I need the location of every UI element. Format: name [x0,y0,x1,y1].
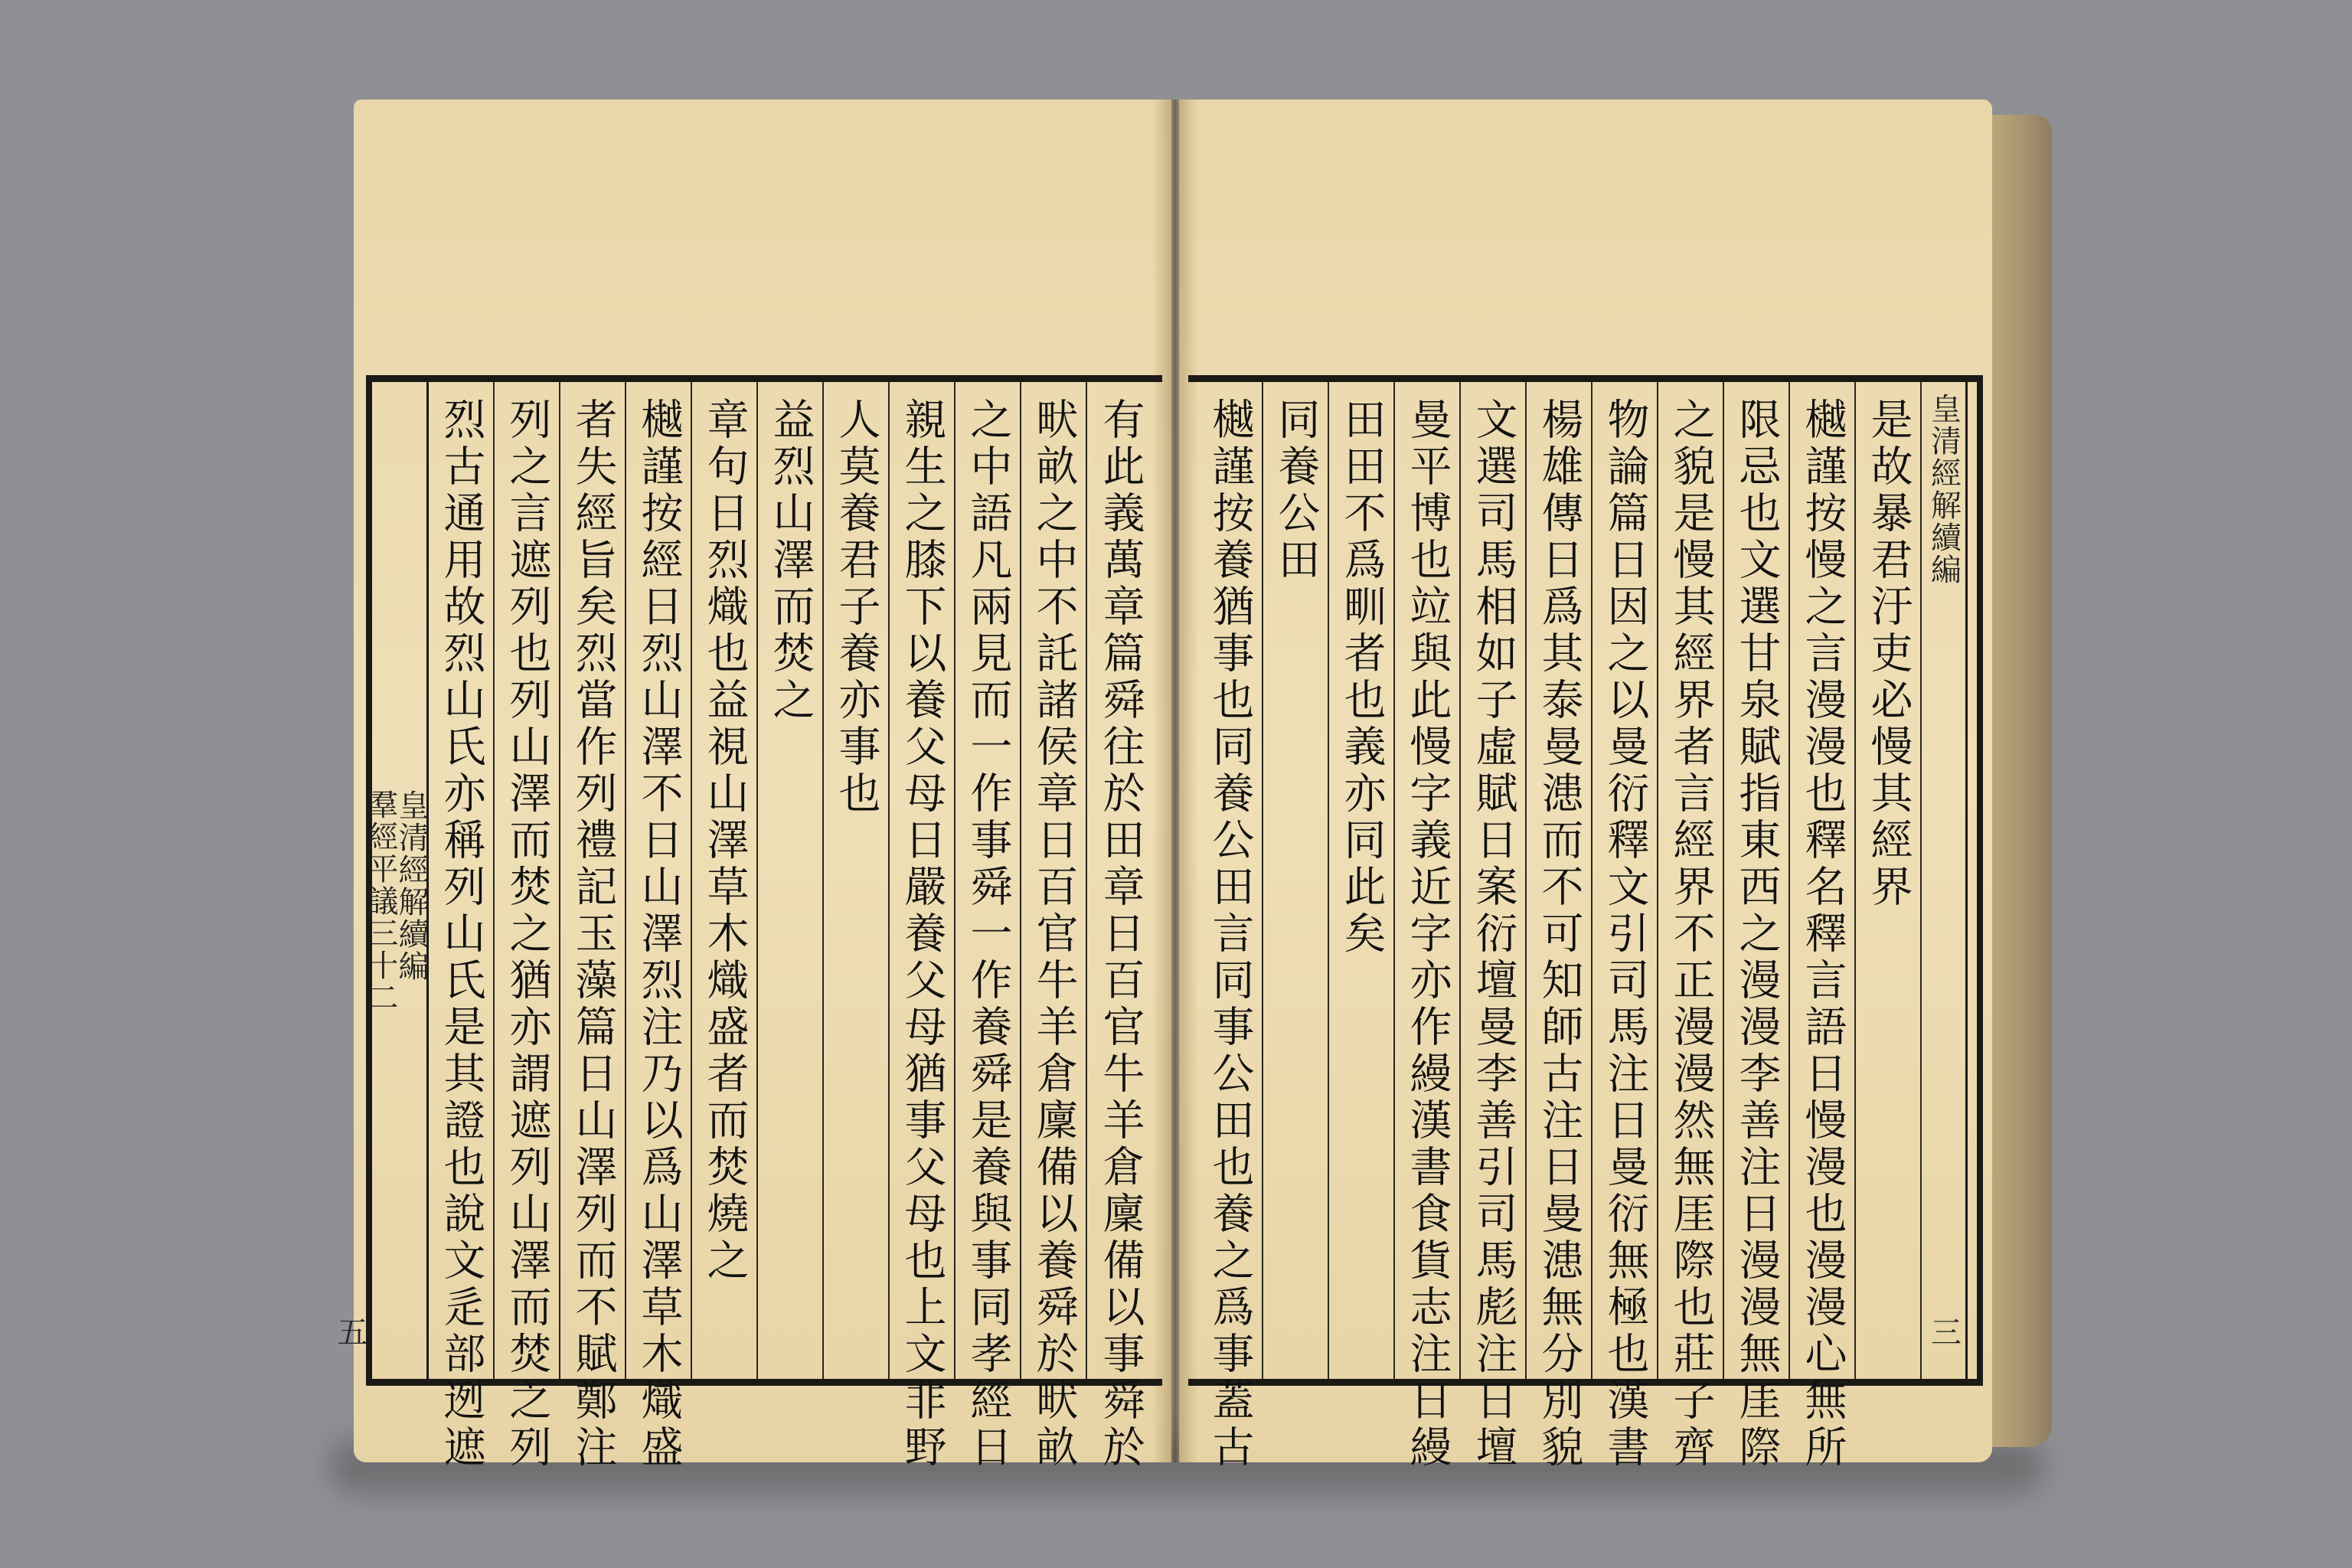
folio-number: 三 [1926,1316,1962,1348]
text-column: 親生之膝下以養父母日嚴養父母猶事父母也上文非野 [890,382,956,1379]
text-column: 者失經旨矣烈當作列禮記玉藻篇日山澤列而不賦鄭注 [560,382,626,1379]
text-column: 限忌也文選甘泉賦指東西之漫漫李善注日漫漫無厓際 [1724,382,1790,1379]
text-column: 楊雄傳日爲其泰曼漶而不可知師古注日曼漶無分別貌 [1527,382,1592,1379]
text-column: 之貌是慢其經界者言經界不正漫漫然無厓際也莊子齊 [1658,382,1724,1379]
text-column: 烈古通用故烈山氏亦稱列山氏是其證也說文辵部迾遮 [429,382,495,1379]
text-column: 物論篇日因之以曼衍釋文引司馬注日曼衍無極也漢書 [1592,382,1658,1379]
text-column: 同養公田 [1263,382,1329,1379]
text-column: 章句日烈熾也益視山澤草木熾盛者而焚燒之 [692,382,758,1379]
text-column: 樾謹按慢之言漫漫也釋名釋言語日慢漫也漫漫心無所 [1790,382,1856,1379]
right-margin-column [1922,382,1968,1379]
right-text-frame [1188,375,1983,1472]
margin-section: 羣經平議三十二 [363,789,398,1014]
text-column: 樾謹按養猶事也同養公田言同事公田也養之爲事蓋古 [1197,382,1263,1379]
text-column: 畎畝之中不託諸侯章日百官牛羊倉廩備以養舜於畎畝 [1021,382,1087,1379]
text-column: 是故暴君汙吏必慢其經界 [1856,382,1922,1379]
text-column: 人莫養君子養亦事也 [824,382,890,1379]
text-column: 曼平博也竝與此慢字義近字亦作縵漢書食貨志注日縵 [1395,382,1461,1379]
left-margin-column [332,382,429,1379]
text-column: 益烈山澤而焚之 [758,382,824,1379]
folio-number: 五 [332,1316,368,1348]
text-column: 文選司馬相如子虛賦日案衍壇曼李善引司馬彪注日壇 [1461,382,1527,1379]
left-text-frame [332,375,1162,1472]
margin-title: 皇清經解續編 [394,789,429,982]
text-column: 列之言遮列也列山澤而焚之猶亦謂遮列山澤而焚之列 [495,382,560,1379]
margin-title: 皇清經解續編 [1926,393,1962,586]
text-column: 樾謹按經日烈山澤不日山澤烈注乃以爲山澤草木熾盛 [626,382,692,1379]
text-column: 田田不爲甽者也義亦同此矣 [1329,382,1395,1379]
text-column: 有此義萬章篇舜往於田章日百官牛羊倉廩備以事舜於 [1096,397,1145,1472]
text-column: 之中語凡兩見而一作事舜一作養舜是養與事同孝經日 [956,382,1021,1379]
